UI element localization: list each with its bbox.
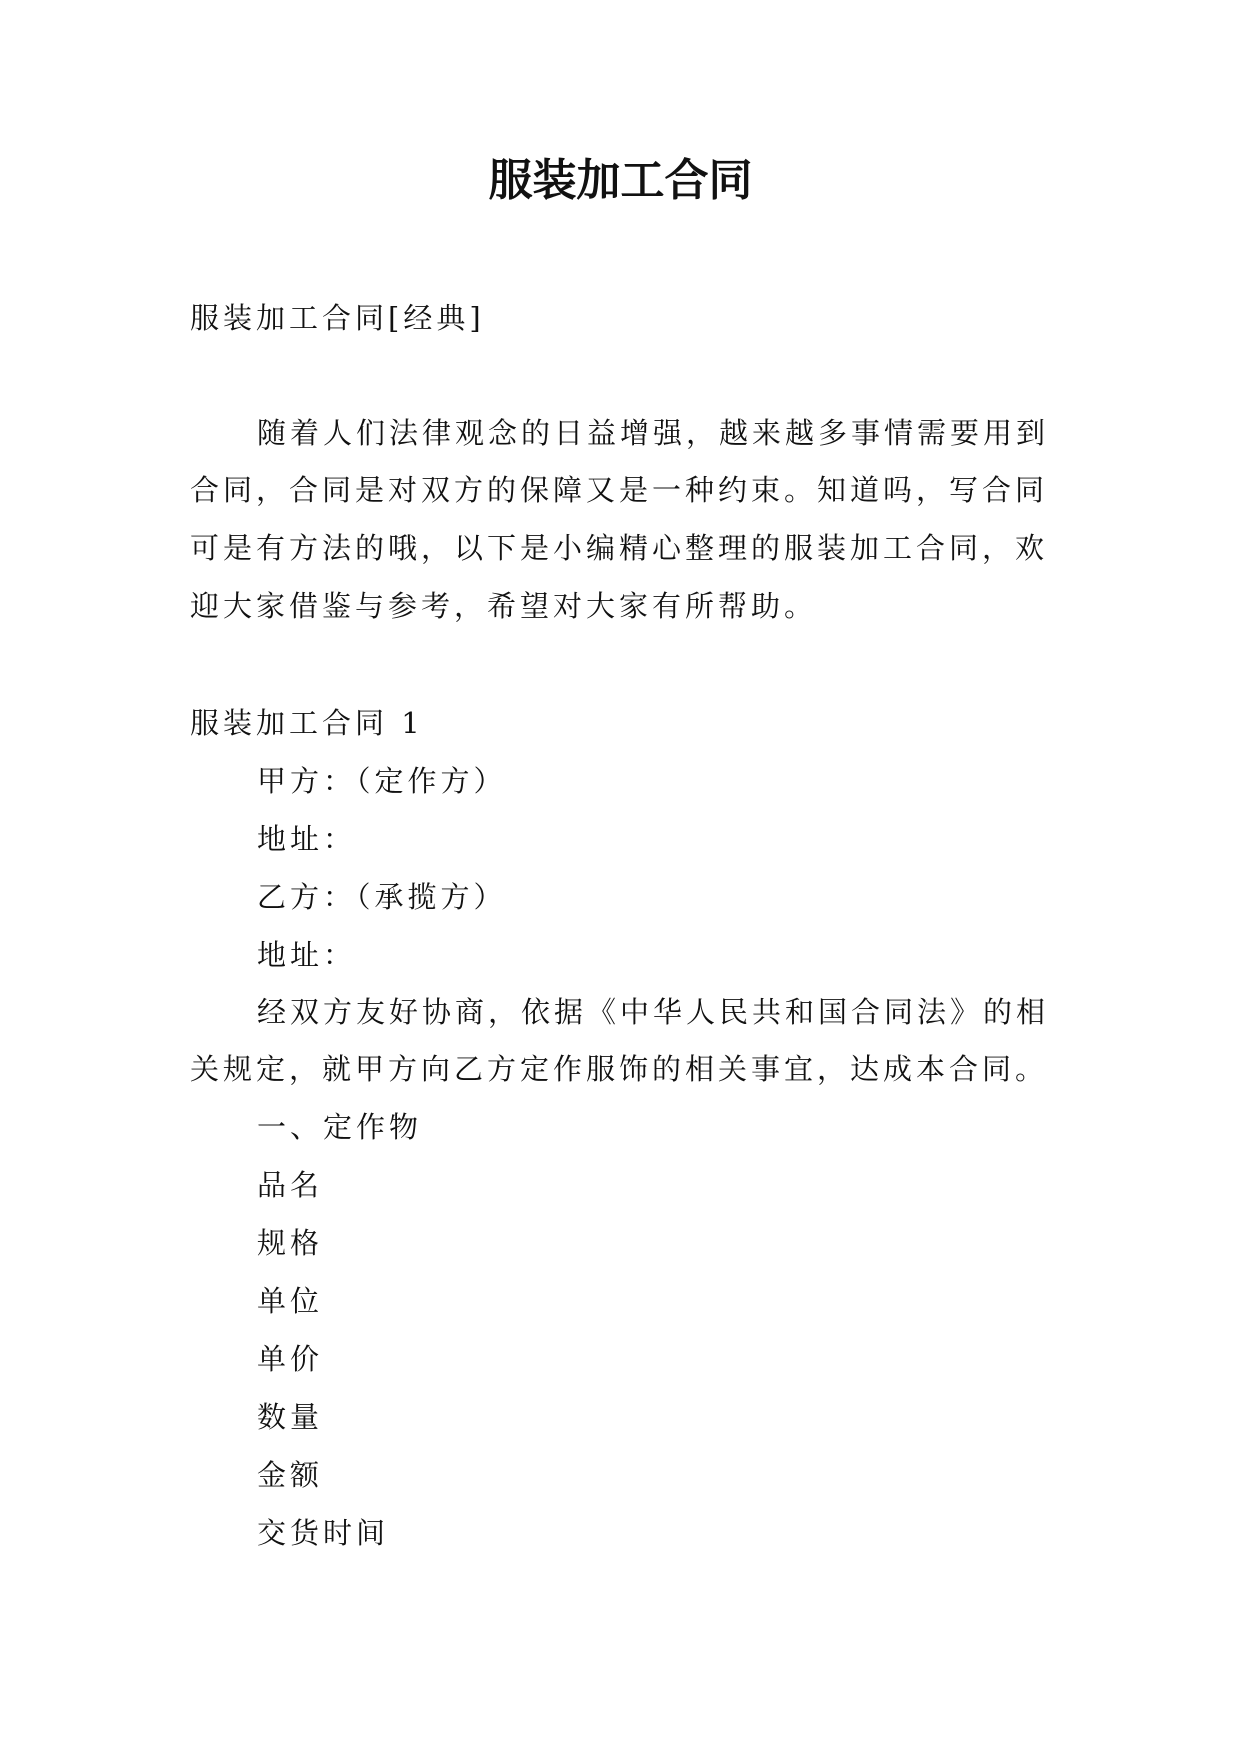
document-subtitle: 服装加工合同[经典] <box>190 301 485 335</box>
party-a: 甲方：（定作方） <box>257 764 507 798</box>
party-b: 乙方：（承揽方） <box>257 880 507 914</box>
document-title: 服装加工合同 <box>488 155 753 206</box>
intro-line-3: 可是有方法的哦，以下是小编精心整理的服装加工合同，欢 <box>190 531 1049 565</box>
agreement-line-2: 关规定，就甲方向乙方定作服饰的相关事宜，达成本合同。 <box>190 1052 1049 1086</box>
field-unit-price: 单价 <box>257 1342 324 1376</box>
field-product-name: 品名 <box>257 1168 324 1202</box>
field-unit: 单位 <box>257 1284 324 1318</box>
intro-line-2: 合同，合同是对双方的保障又是一种约束。知道吗，写合同 <box>190 473 1049 507</box>
agreement-line-1: 经双方友好协商，依据《中华人民共和国合同法》的相 <box>257 995 1050 1029</box>
address-b: 地址： <box>257 938 357 972</box>
field-amount: 金额 <box>257 1458 324 1492</box>
address-a: 地址： <box>257 822 357 856</box>
intro-line-4: 迎大家借鉴与参考，希望对大家有所帮助。 <box>190 589 818 623</box>
intro-line-1: 随着人们法律观念的日益增强，越来越多事情需要用到 <box>257 416 1050 450</box>
field-specification: 规格 <box>257 1226 324 1260</box>
field-delivery-time: 交货时间 <box>257 1516 390 1550</box>
section-heading: 服装加工合同 1 <box>190 706 424 740</box>
clause-heading: 一、定作物 <box>257 1110 423 1144</box>
field-quantity: 数量 <box>257 1400 324 1434</box>
